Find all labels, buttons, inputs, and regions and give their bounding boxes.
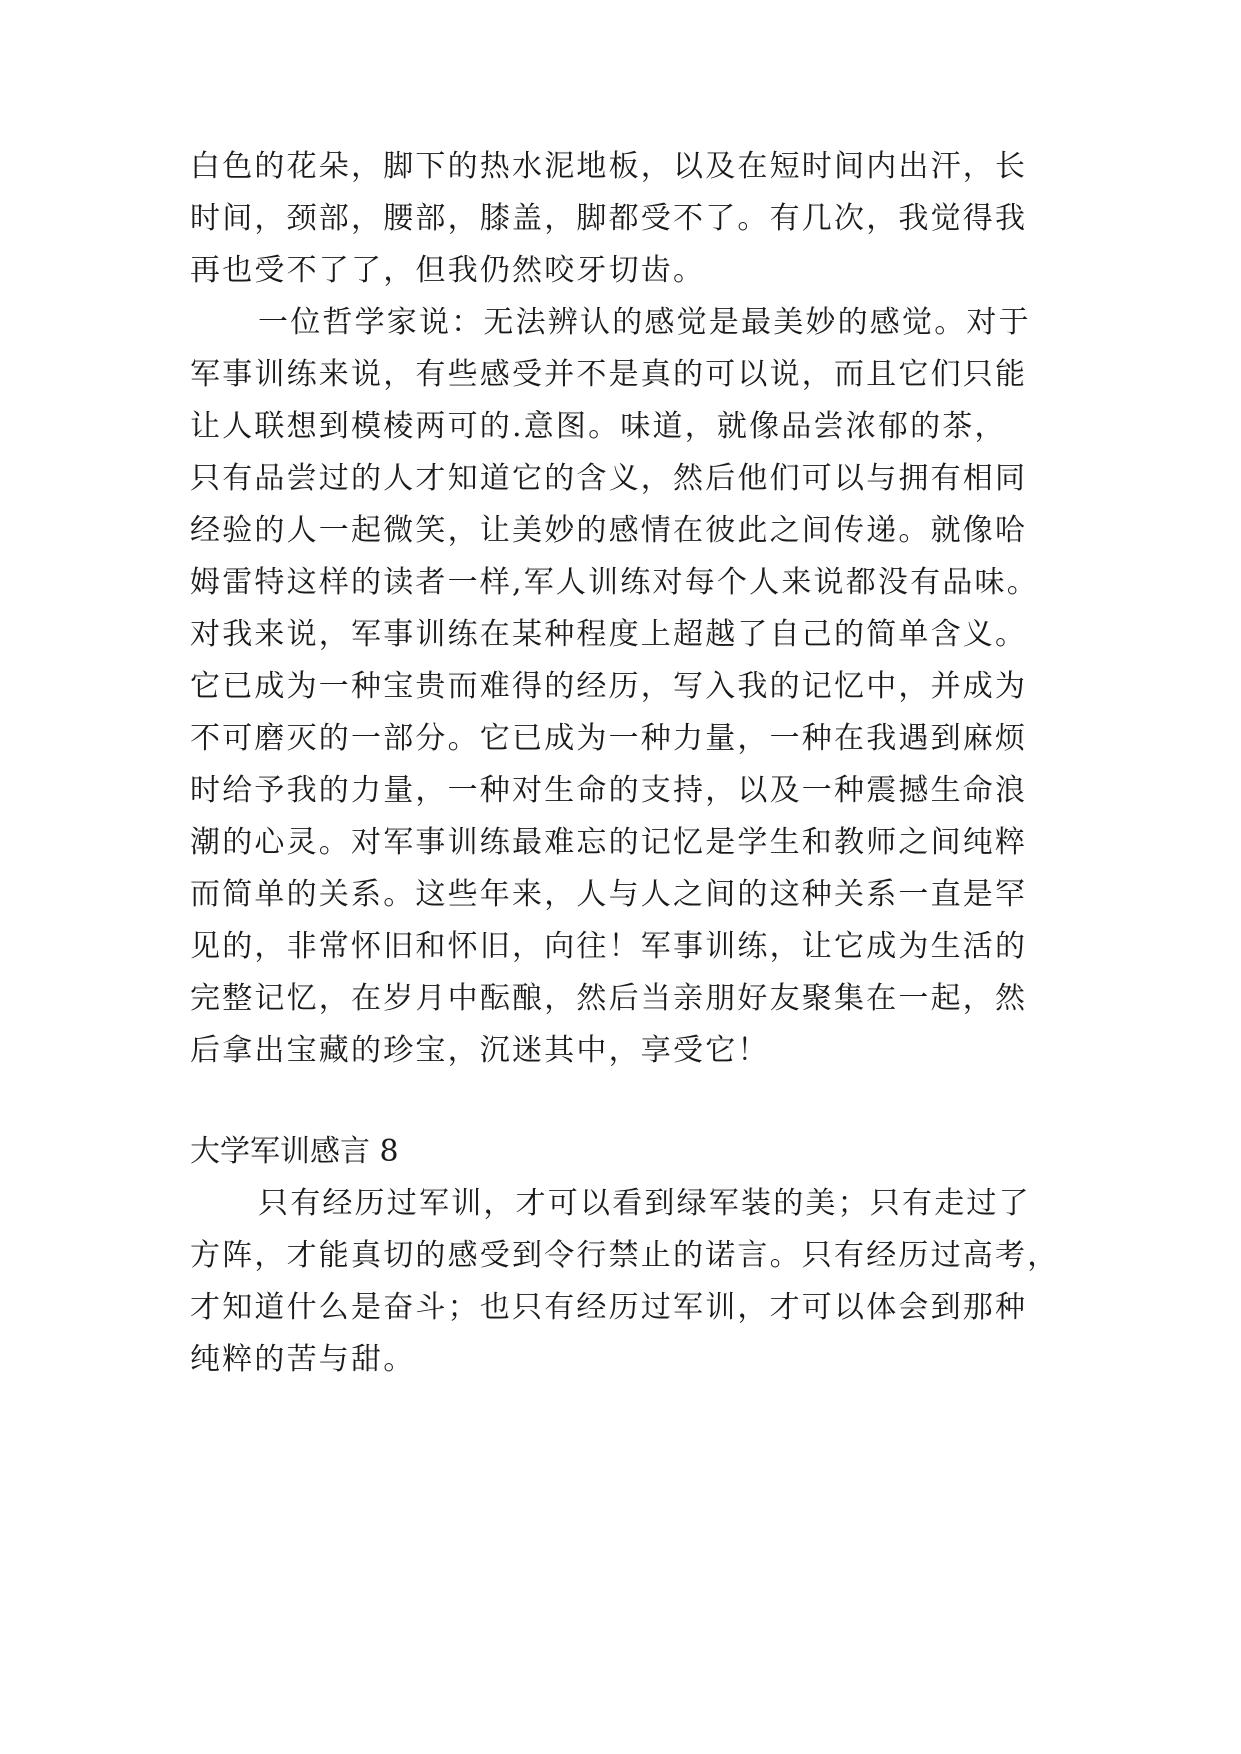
paragraph-2-line-2: 军事训练来说，有些感受并不是真的可以说，而且它们只能: [190, 357, 1028, 392]
paragraph-2-line-9: 不可磨灭的一部分。它已成为一种力量，一种在我遇到麻烦: [190, 721, 1028, 756]
paragraph-1-line-3: 再也受不了了，但我仍然咬牙切齿。: [190, 253, 706, 288]
paragraph-2-line-7: 对我来说，军事训练在某种程度上超越了自己的简单含义。: [190, 617, 1028, 652]
paragraph-3-line-4: 纯粹的苦与甜。: [190, 1342, 416, 1377]
paragraph-2-line-15: 后拿出宝藏的珍宝，沉迷其中，享受它！: [190, 1033, 770, 1068]
paragraph-3-line-2: 方阵，才能真切的感受到令行禁止的诺言。只有经历过高考，: [190, 1238, 1060, 1273]
paragraph-2-line-8: 它已成为一种宝贵而难得的经历，写入我的记忆中，并成为: [190, 669, 1028, 704]
paragraph-2-line-5: 经验的人一起微笑，让美妙的感情在彼此之间传递。就像哈: [190, 513, 1028, 548]
paragraph-2-line-14: 完整记忆，在岁月中酝酿，然后当亲朋好友聚集在一起，然: [190, 981, 1028, 1016]
paragraph-3-line-3: 才知道什么是奋斗；也只有经历过军训，才可以体会到那种: [190, 1290, 1028, 1325]
paragraph-2-line-13: 见的，非常怀旧和怀旧，向往！军事训练，让它成为生活的: [190, 929, 1028, 964]
paragraph-2-line-3: 让人联想到模棱两可的.意图。味道，就像品尝浓郁的茶，: [190, 409, 1007, 444]
paragraph-2-line-6: 姆雷特这样的读者一样,军人训练对每个人来说都没有品味。: [190, 565, 1039, 600]
paragraph-2-line-1: 一位哲学家说：无法辨认的感觉是最美妙的感觉。对于: [258, 305, 1031, 340]
paragraph-1-line-1: 白色的花朵，脚下的热水泥地板，以及在短时间内出汗，长: [190, 149, 1028, 184]
paragraph-2-line-12: 而简单的关系。这些年来，人与人之间的这种关系一直是罕: [190, 877, 1028, 912]
section-heading: 大学军训感言 8: [190, 1134, 399, 1169]
paragraph-2-line-4: 只有品尝过的人才知道它的含义，然后他们可以与拥有相同: [190, 461, 1028, 496]
paragraph-2-line-10: 时给予我的力量，一种对生命的支持，以及一种震撼生命浪: [190, 773, 1028, 808]
paragraph-3-line-1: 只有经历过军训，才可以看到绿军装的美；只有走过了: [258, 1186, 1031, 1221]
paragraph-1-line-2: 时间，颈部，腰部，膝盖，脚都受不了。有几次，我觉得我: [190, 201, 1028, 236]
paragraph-2-line-11: 潮的心灵。对军事训练最难忘的记忆是学生和教师之间纯粹: [190, 825, 1028, 860]
